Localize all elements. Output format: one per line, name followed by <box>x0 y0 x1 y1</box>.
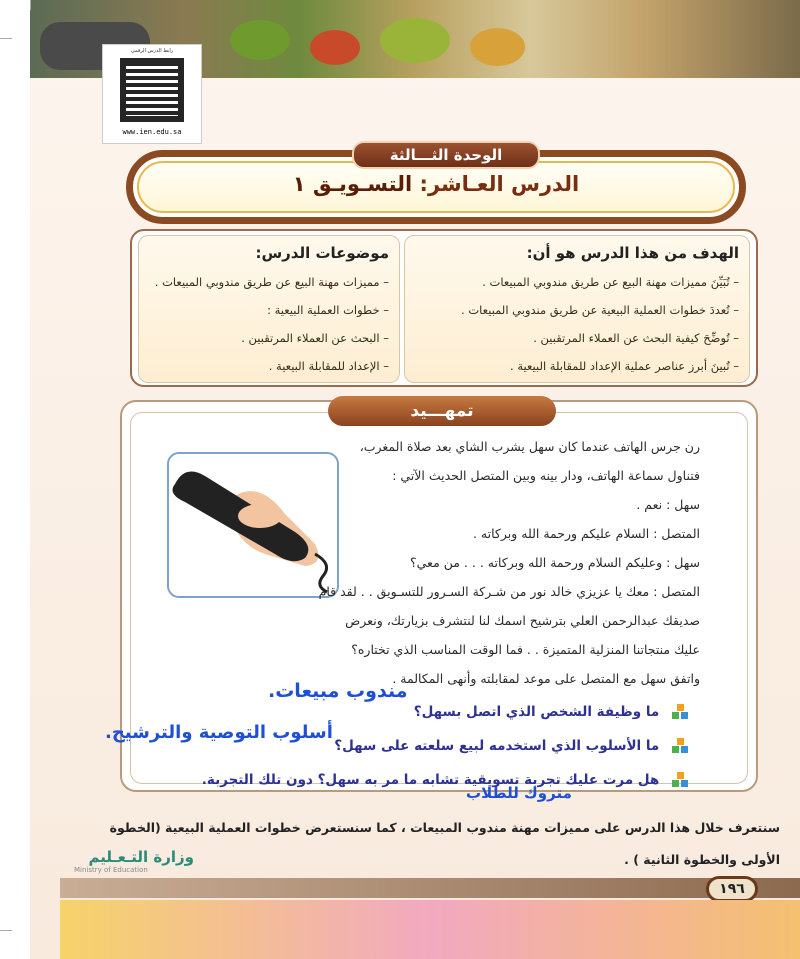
qr-url: www.ien.edu.sa <box>122 128 182 136</box>
unit-label: الوحدة الثـــالثة <box>352 141 540 169</box>
cubes-icon <box>672 738 690 754</box>
topics-heading: موضوعات الدرس: <box>255 244 389 262</box>
qr-caption: رابط الدرس الرقمي <box>130 48 174 54</box>
crop-mark <box>30 0 31 10</box>
topic-item: – الإعداد للمقابلة البيعية . <box>268 359 389 373</box>
digital-lesson-qr-code[interactable] <box>102 44 202 144</box>
lesson-name: التسـويـق ١ <box>292 172 413 196</box>
story-line: واتفق سهل مع المتصل على موعد لمقابلته وأنهى المكالمة . <box>392 671 700 686</box>
cubes-icon <box>672 772 690 788</box>
handwritten-answer-1: مندوب مبيعات. <box>268 680 408 702</box>
objectives-panel <box>130 229 758 387</box>
crop-mark <box>0 38 12 39</box>
story-line: عليك منتجاتنا المنزلية المتميزة . . فما الوقت المناسب الذي تختاره؟ <box>351 642 700 657</box>
story-line: صديقك عبدالرحمن العلي بترشيح اسمك لنا لنتشرف بزيارتك، ونعرض <box>345 613 700 628</box>
footer-bar <box>60 878 800 898</box>
intro-heading: تمهـــيد <box>328 396 556 426</box>
question-text: ما وظيفة الشخص الذي اتصل بسهل؟ <box>413 704 660 720</box>
question-3 <box>130 768 690 802</box>
story-line: فتناول سماعة الهاتف، ودار بينه وبين المتصل الحديث الآتي : <box>392 468 700 483</box>
page-number: ١٩٦ <box>706 876 758 902</box>
topic-item: – مميزات مهنة البيع عن طريق مندوبي المبيعات . <box>154 275 389 289</box>
textbook-page <box>30 0 800 959</box>
intro-story <box>300 432 700 693</box>
goal-item: – تُعددَ خطوات العملية البيعية عن طريق مندوبي المبيعات . <box>461 303 739 317</box>
goal-item: – تُبَيِّنَ مميزات مهنة البيع عن طريق مندوبي المبيعات . <box>482 275 739 289</box>
handwritten-answer-2: أسلوب التوصية والترشيح. <box>105 722 333 743</box>
story-line: سهل : وعليكم السلام ورحمة الله وبركاته . . . من معي؟ <box>410 555 700 570</box>
story-line: المتصل : معك يا عزيزي خالد نور من شـركة السـرور للتسـويق . . لقد قام <box>318 584 700 599</box>
lesson-summary: سنتعرف خلال هذا الدرس على مميزات مهنة مندوب المبيعات ، كما سنستعرض خطوات العملية البيعية (الخطوة الأولى والخطوة الثانية ) . <box>109 820 780 867</box>
goals-heading: الهدف من هذا الدرس هو أن: <box>526 244 739 262</box>
ministry-name-en: Ministry of Education <box>74 866 148 874</box>
story-line: رن جرس الهاتف عندما كان سهل يشرب الشاي بعد صلاة المغرب، <box>359 439 700 454</box>
topic-item: – خطوات العملية البيعية : <box>267 303 389 317</box>
cubes-icon <box>672 704 690 720</box>
goal-item: – تُبينَ أبرز عناصر عملية الإعداد للمقابلة البيعية . <box>510 359 739 373</box>
flowers-decoration-image <box>60 900 800 959</box>
handwritten-answer-3: متروك للطلاب <box>466 784 572 802</box>
discussion-questions <box>130 700 690 802</box>
question-text: ما الأسلوب الذي استخدمه لبيع سلعته على سهل؟ <box>334 738 660 754</box>
ministry-logo <box>74 848 194 874</box>
lesson-goals-box <box>404 235 750 383</box>
topic-item: – البحث عن العملاء المرتقبين . <box>241 331 389 345</box>
goal-item: – تُوضِّحَ كيفية البحث عن العملاء المرتقبين . <box>533 331 739 345</box>
qr-code-icon <box>120 58 184 122</box>
lesson-topics-box <box>138 235 400 383</box>
crop-mark <box>0 930 12 931</box>
question-text: هل مرت عليك تجربة تسويقية تشابه ما مر به سهل؟ دون تلك التجربة. <box>201 772 660 788</box>
ministry-name-ar: وزارة التـعـليم <box>88 848 194 866</box>
lesson-number: الدرس العـاشر: <box>419 172 580 196</box>
lesson-title <box>126 172 746 196</box>
story-line: سهل : نعم . <box>636 497 700 512</box>
story-line: المتصل : السلام عليكم ورحمة الله وبركاته . <box>472 526 700 541</box>
